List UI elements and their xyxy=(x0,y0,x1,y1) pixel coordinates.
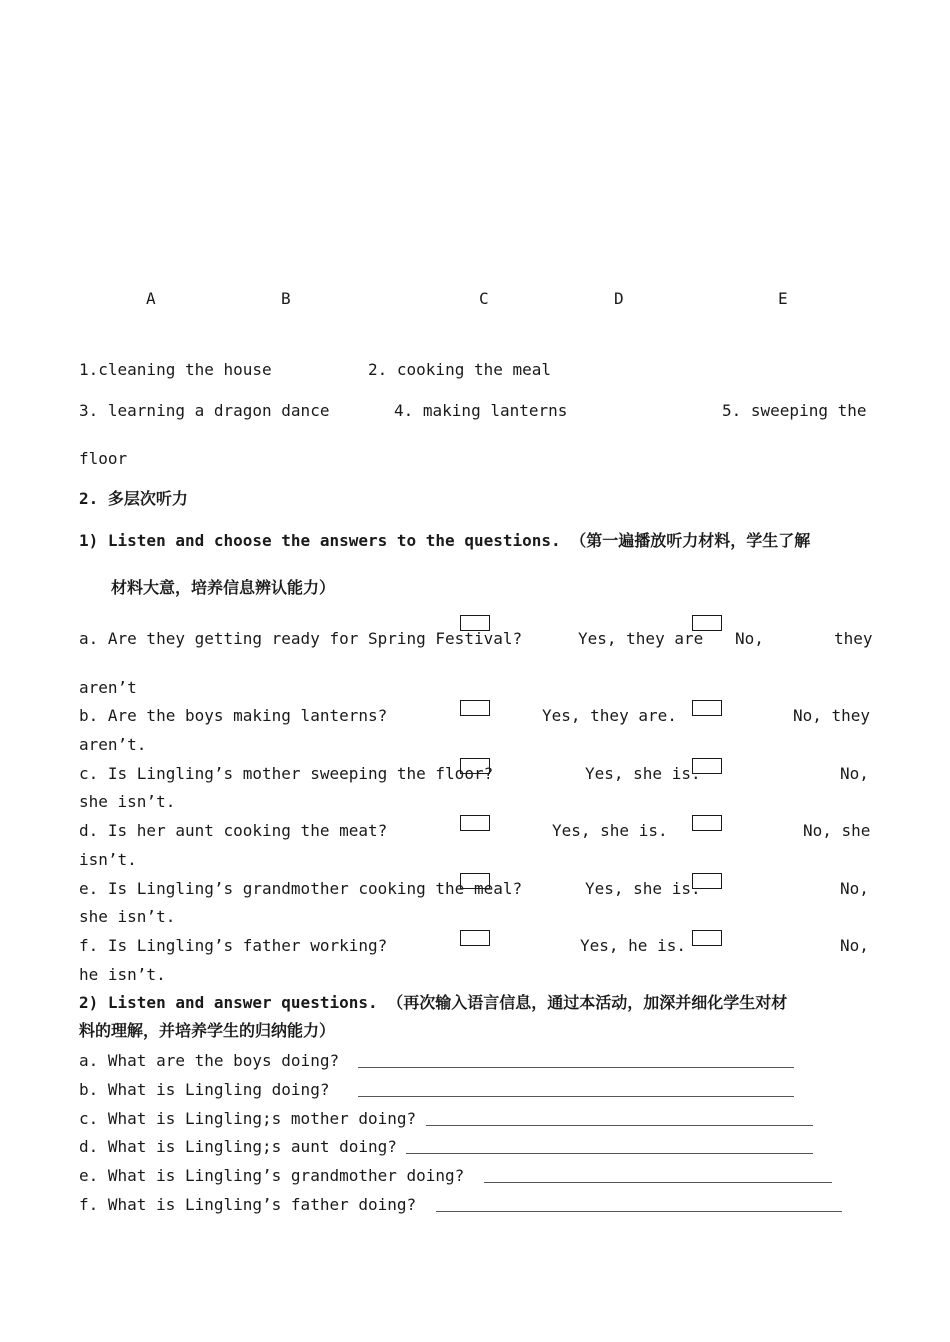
letter-e: E xyxy=(778,289,788,308)
part2-instruction: 2) Listen and answer questions. （再次输入语言信息，通过本活动，加深并细化学生对材 xyxy=(79,993,788,1012)
letter-c: C xyxy=(479,289,489,308)
no-label-e-cont: she isn’t. xyxy=(79,907,176,926)
yes-label-e: Yes, she is. xyxy=(585,879,701,898)
phrase-5: 5. sweeping the xyxy=(722,401,867,420)
yes-checkbox-f[interactable] xyxy=(460,930,490,946)
part1-instruction-cont: 材料大意，培养信息辨认能力） xyxy=(111,578,336,597)
phrase-5-cont: floor xyxy=(79,449,128,468)
answer-line-d[interactable] xyxy=(406,1153,813,1154)
answer-line-b[interactable] xyxy=(358,1096,794,1097)
letter-d: D xyxy=(614,289,624,308)
answer-line-c[interactable] xyxy=(426,1125,813,1126)
no-label-a: No, xyxy=(735,629,764,648)
part2-instruction-cont: 料的理解，并培养学生的归纳能力） xyxy=(79,1021,336,1040)
yes-label-f: Yes, he is. xyxy=(580,936,686,955)
question-d: d. Is her aunt cooking the meat? xyxy=(79,821,388,840)
answer-line-a[interactable] xyxy=(358,1067,794,1068)
question-f: f. Is Lingling’s father working? xyxy=(79,936,388,955)
yes-label-a: Yes, they are xyxy=(578,629,704,648)
yes-checkbox-d[interactable] xyxy=(460,815,490,831)
no-label-e: No, xyxy=(840,879,869,898)
question-e: e. Is Lingling’s grandmother cooking the meal? xyxy=(79,879,523,898)
yes-label-c: Yes, she is. xyxy=(585,764,701,783)
yes-checkbox-a[interactable] xyxy=(460,615,490,631)
no-checkbox-d[interactable] xyxy=(692,815,722,831)
part1-instruction: 1) Listen and choose the answers to the questions. （第一遍播放听力材料，学生了解 xyxy=(79,531,811,550)
no-label-d: No, she xyxy=(803,821,871,840)
question-a: a. Are they getting ready for Spring Festival? xyxy=(79,629,523,648)
answer-question-b: b. What is Lingling doing? xyxy=(79,1080,330,1099)
no-checkbox-f[interactable] xyxy=(692,930,722,946)
letter-b: B xyxy=(281,289,291,308)
no-label-b-cont: aren’t. xyxy=(79,735,147,754)
no-checkbox-a[interactable] xyxy=(692,615,722,631)
yes-label-b: Yes, they are. xyxy=(542,706,677,725)
no-checkbox-e[interactable] xyxy=(692,873,722,889)
phrase-4: 4. making lanterns xyxy=(394,401,568,420)
phrase-2: 2. cooking the meal xyxy=(368,360,552,379)
section-heading: 2. 多层次听力 xyxy=(79,489,188,508)
no-label-b: No, they xyxy=(793,706,871,725)
answer-line-f[interactable] xyxy=(436,1211,842,1212)
yes-checkbox-b[interactable] xyxy=(460,700,490,716)
yes-checkbox-e[interactable] xyxy=(460,873,490,889)
no-label-f-cont: he isn’t. xyxy=(79,965,166,984)
no-label-c: No, xyxy=(840,764,869,783)
letter-a: A xyxy=(146,289,156,308)
answer-line-e[interactable] xyxy=(484,1182,832,1183)
no-label-c-cont: she isn’t. xyxy=(79,792,176,811)
question-c: c. Is Lingling’s mother sweeping the floor? xyxy=(79,764,494,783)
answer-question-d: d. What is Lingling;s aunt doing? xyxy=(79,1137,397,1156)
no-label-a-cont: aren’t xyxy=(79,678,137,697)
question-b: b. Are the boys making lanterns? xyxy=(79,706,388,725)
no-checkbox-b[interactable] xyxy=(692,700,722,716)
no-label-f: No, xyxy=(840,936,869,955)
phrase-3: 3. learning a dragon dance xyxy=(79,401,330,420)
answer-question-c: c. What is Lingling;s mother doing? xyxy=(79,1109,417,1128)
no-checkbox-c[interactable] xyxy=(692,758,722,774)
yes-label-d: Yes, she is. xyxy=(552,821,668,840)
answer-question-a: a. What are the boys doing? xyxy=(79,1051,340,1070)
yes-checkbox-c[interactable] xyxy=(460,758,490,774)
no-label-a-end: they xyxy=(834,629,873,648)
answer-question-e: e. What is Lingling’s grandmother doing? xyxy=(79,1166,465,1185)
no-label-d-cont: isn’t. xyxy=(79,850,137,869)
phrase-1: 1.cleaning the house xyxy=(79,360,272,379)
answer-question-f: f. What is Lingling’s father doing? xyxy=(79,1195,417,1214)
